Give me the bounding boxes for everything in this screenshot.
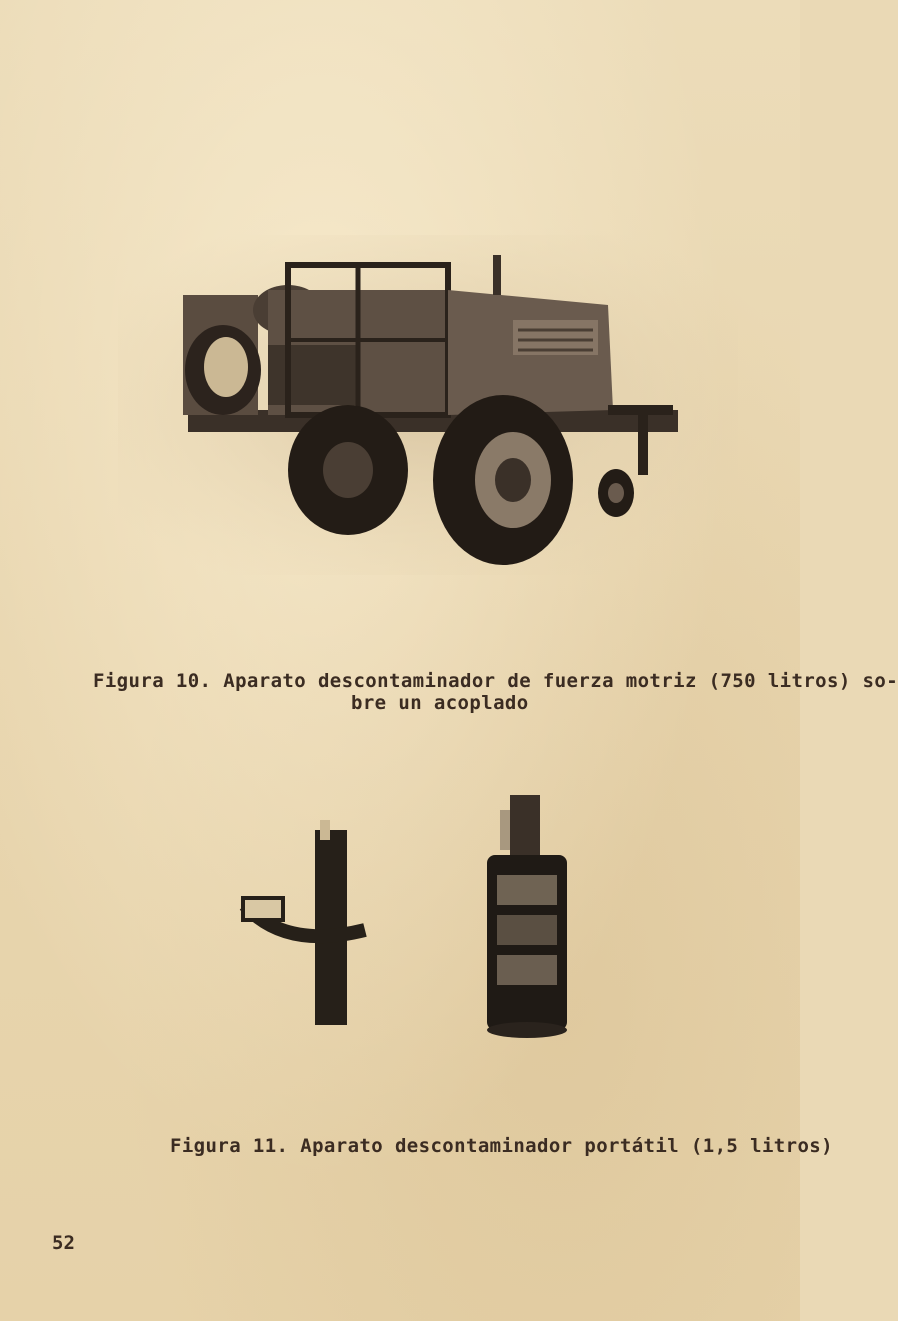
portable-canister [487, 795, 567, 1038]
wall-bracket [243, 820, 365, 1025]
figure-10-caption-line-2: bre un acoplado [351, 692, 529, 714]
page-number: 52 [52, 1232, 75, 1254]
trailer-decontaminator-photo [118, 235, 738, 575]
figure-10-caption-line-1: Figura 10. Aparato descontaminador de fuerza motriz (750 litros) so- [93, 670, 898, 692]
portable-decontaminator-photo [225, 780, 595, 1055]
figure-11-caption: Figura 11. Aparato descontaminador portátil (1,5 litros) [170, 1135, 833, 1157]
